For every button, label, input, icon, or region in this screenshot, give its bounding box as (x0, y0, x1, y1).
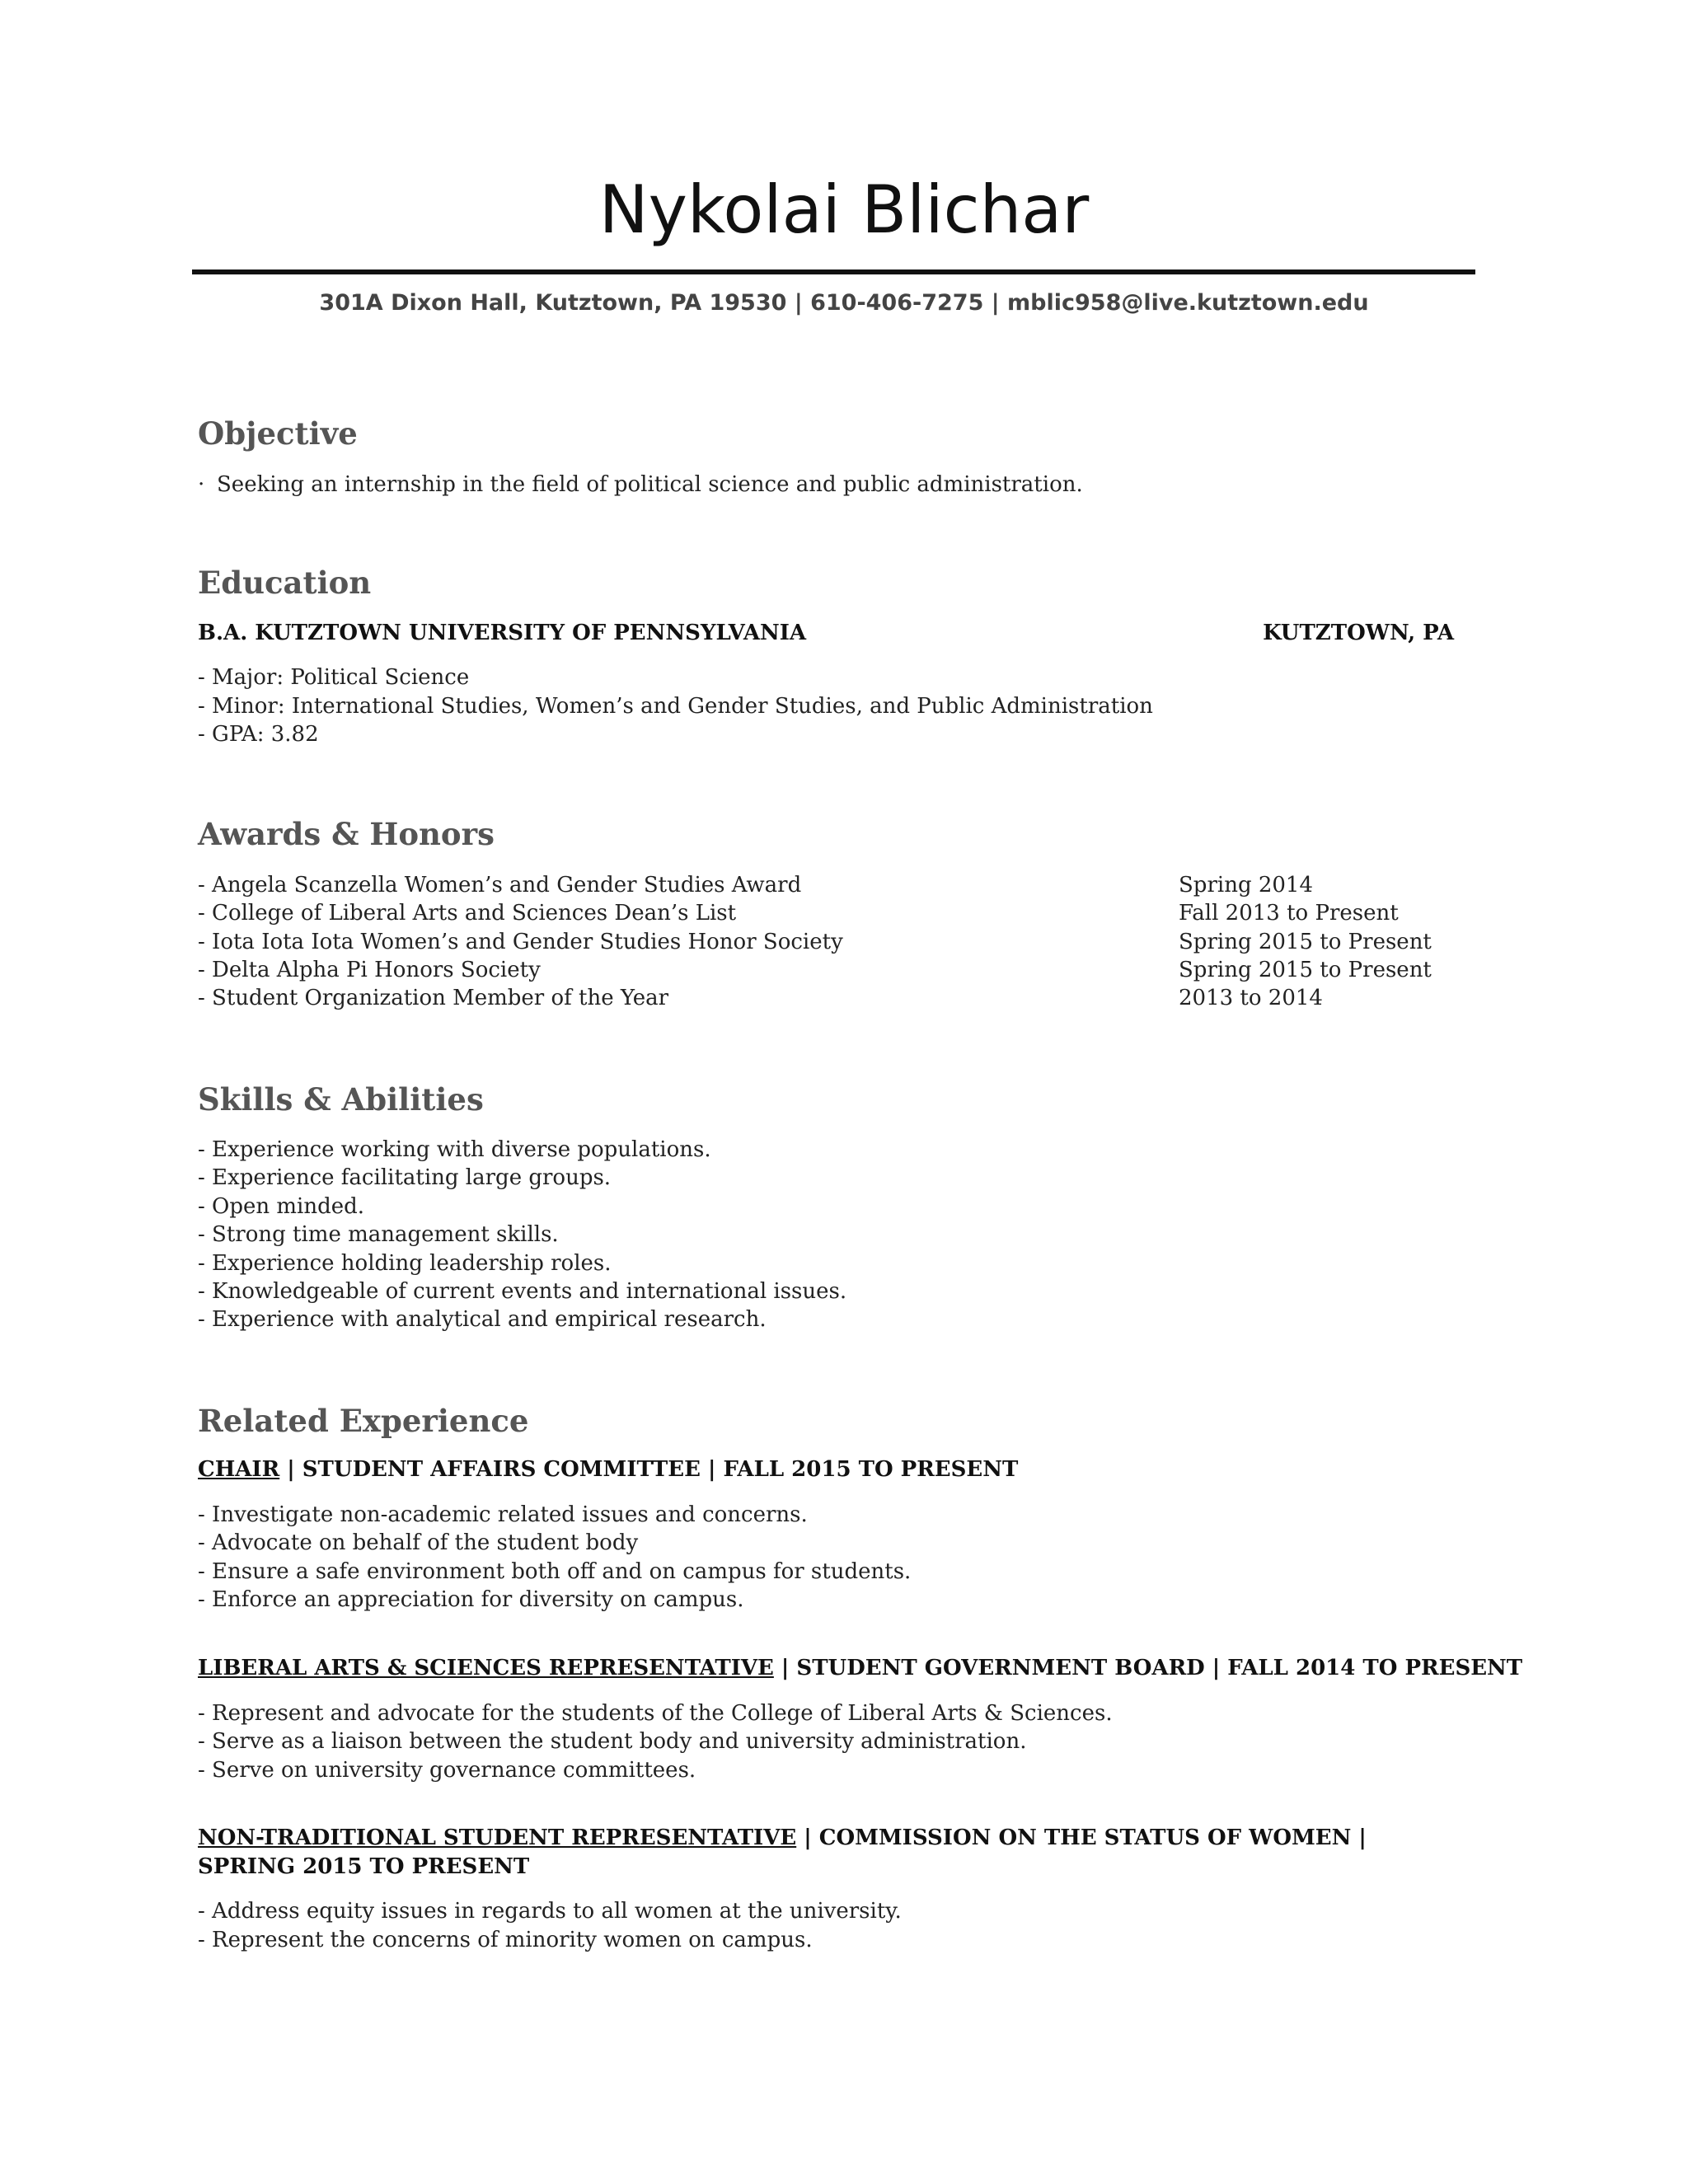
job-role: LIBERAL ARTS & SCIENCES REPRESENTATIVE (198, 1656, 774, 1680)
skill-item: - Experience working with diverse populations. (198, 1137, 711, 1162)
job-details: | STUDENT GOVERNMENT BOARD | FALL 2014 TO PRESENT (773, 1656, 1523, 1680)
job-details: | COMMISSION ON THE STATUS OF WOMEN | SPRING 2015 TO PRESENT (198, 1825, 1367, 1879)
education-location: KUTZTOWN, PA (1263, 621, 1454, 645)
education-item: - GPA: 3.82 (198, 722, 319, 747)
section-heading-education: Education (198, 565, 372, 601)
award-name: - College of Liberal Arts and Sciences Dean’s List (198, 901, 737, 926)
job-duty: - Address equity issues in regards to all women at the university. (198, 1899, 902, 1924)
job-duty: - Serve on university governance committees. (198, 1758, 696, 1783)
award-name: - Iota Iota Iota Women’s and Gender Studies Honor Society (198, 930, 843, 954)
job-duty: - Enforce an appreciation for diversity on campus. (198, 1587, 744, 1612)
award-date: Spring 2015 to Present (1179, 930, 1432, 954)
section-heading-experience: Related Experience (198, 1403, 529, 1439)
section-heading-awards: Awards & Honors (198, 816, 495, 852)
award-name: - Delta Alpha Pi Honors Society (198, 958, 541, 982)
skill-item: - Knowledgeable of current events and international issues. (198, 1279, 847, 1304)
education-item: - Minor: International Studies, Women’s and Gender Studies, and Public Administration (198, 694, 1153, 719)
job-title-line (198, 1824, 1451, 1881)
award-date: 2013 to 2014 (1179, 986, 1323, 1010)
job-duty: - Ensure a safe environment both off and on campus for students. (198, 1559, 912, 1584)
award-date: Spring 2014 (1179, 873, 1314, 898)
job-role: NON-TRADITIONAL STUDENT REPRESENTATIVE (198, 1825, 797, 1850)
award-date: Fall 2013 to Present (1179, 901, 1399, 926)
job-role: CHAIR (198, 1457, 280, 1482)
skill-item: - Experience with analytical and empirical research. (198, 1307, 767, 1332)
skill-item: - Experience facilitating large groups. (198, 1165, 612, 1190)
award-name: - Angela Scanzella Women’s and Gender Studies Award (198, 873, 802, 898)
job-duty: - Advocate on behalf of the student body (198, 1530, 639, 1555)
objective-text: Seeking an internship in the field of political science and public administration. (217, 472, 1083, 497)
job-duty: - Represent the concerns of minority women on campus. (198, 1928, 813, 1952)
objective-bullet: · (198, 472, 205, 497)
job-title-line (198, 1654, 1522, 1683)
job-details: | STUDENT AFFAIRS COMMITTEE | FALL 2015 TO PRESENT (279, 1457, 1019, 1482)
resume-name: Nykolai Blichar (598, 171, 1090, 248)
section-heading-skills: Skills & Abilities (198, 1081, 484, 1118)
job-duty: - Represent and advocate for the students of the College of Liberal Arts & Sciences. (198, 1701, 1113, 1726)
award-date: Spring 2015 to Present (1179, 958, 1432, 982)
job-duty: - Investigate non-academic related issues and concerns. (198, 1502, 808, 1527)
skill-item: - Strong time management skills. (198, 1222, 559, 1247)
skill-item: - Open minded. (198, 1194, 365, 1219)
education-school: B.A. KUTZTOWN UNIVERSITY OF PENNSYLVANIA (198, 621, 807, 645)
contact-info: 301A Dixon Hall, Kutztown, PA 19530 | 610-406-7275 | mblic958@live.kutztown.edu (319, 290, 1369, 316)
section-heading-objective: Objective (198, 415, 358, 452)
header-divider (192, 269, 1475, 274)
skill-item: - Experience holding leadership roles. (198, 1251, 612, 1276)
job-title-line (198, 1455, 1018, 1484)
education-item: - Major: Political Science (198, 665, 470, 690)
award-name: - Student Organization Member of the Year (198, 986, 669, 1010)
job-duty: - Serve as a liaison between the student body and university administration. (198, 1729, 1027, 1754)
